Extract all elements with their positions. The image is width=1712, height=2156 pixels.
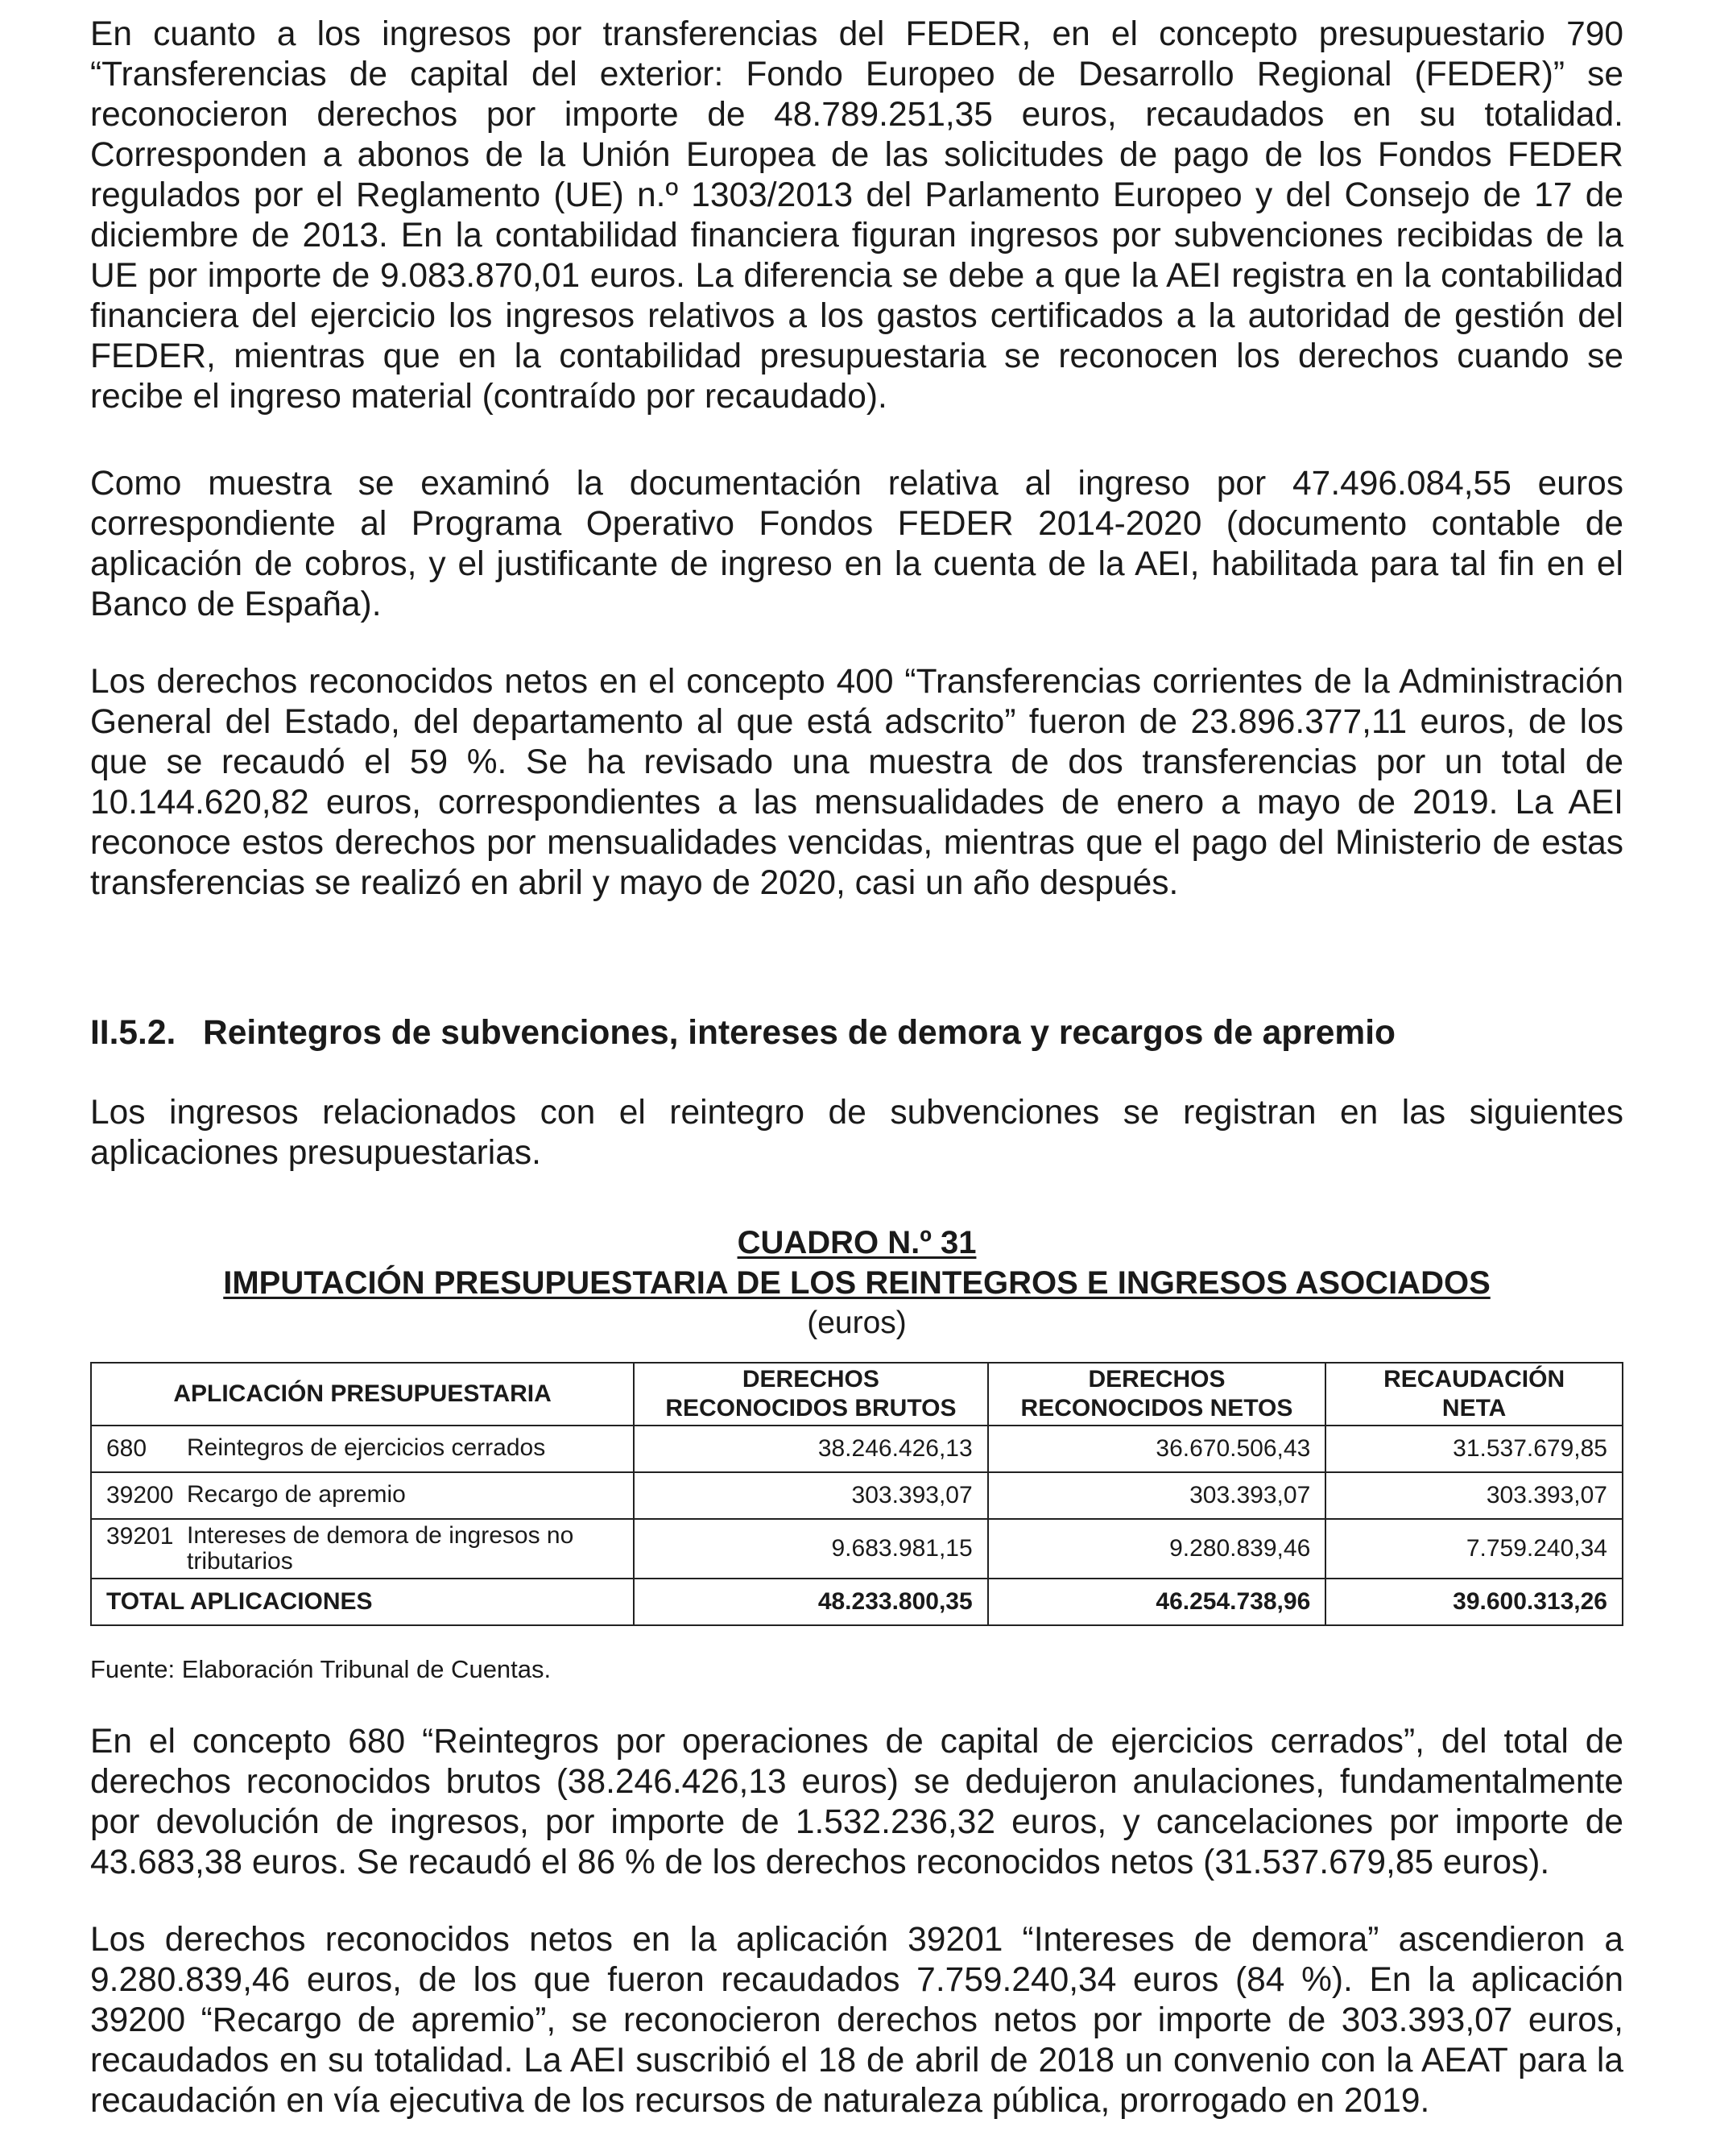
table-source: Fuente: Elaboración Tribunal de Cuentas. — [90, 1655, 552, 1683]
cell-aplicacion: 39201 Intereses de demora de ingresos no tributarios — [91, 1519, 634, 1579]
paragraph-aplicacion-39201: Los derechos reconocidos netos en la aplicación 39201 “Intereses de demora” ascendieron a 9.280.839,46 euros, de los que fueron recaudados 7.759.240,34 euros (84 %). En la aplicación 39200 “Recargo de apremio”, se reconocieron derechos netos por importe de 303.393,07 euros, recaudados en su totalidad. La AEI suscribió el 18 de abril de 2018 un convenio con la AEAT para la recaudación en vía ejecutiva de los recursos de naturaleza pública, prorrogado en 2019. — [90, 1921, 1623, 2120]
header-netos: DERECHOS RECONOCIDOS NETOS — [988, 1363, 1326, 1426]
cell-brutos: 9.683.981,15 — [634, 1519, 988, 1579]
cell-netos: 9.280.839,46 — [988, 1519, 1326, 1579]
cell-total-brutos: 48.233.800,35 — [634, 1579, 988, 1625]
cell-total-recaudacion: 39.600.313,26 — [1325, 1579, 1623, 1625]
paragraph-concepto-680: En el concepto 680 “Reintegros por operaciones de capital de ejercicios cerrados”, del total de derechos reconocidos brutos (38.246.426,13 euros) se dedujeron anulaciones, fundamentalmente por devolución de ingresos, por importe de 1.532.236,32 euros, y cancelaciones por importe de 43.683,38 euros. Se recaudó el 86 % de los derechos reconocidos netos (31.537.679,85 euros). — [90, 1723, 1623, 1881]
cell-brutos: 38.246.426,13 — [634, 1426, 988, 1472]
section-title: Reintegros de subvenciones, intereses de demora y recargos de apremio — [203, 1014, 1396, 1052]
cell-brutos: 303.393,07 — [634, 1472, 988, 1519]
header-recaudacion: RECAUDACIÓN NETA — [1325, 1363, 1623, 1426]
cell-aplicacion: 39200 Recargo de apremio — [91, 1472, 634, 1519]
table-title: IMPUTACIÓN PRESUPUESTARIA DE LOS REINTEGROS E INGRESOS ASOCIADOS — [223, 1265, 1491, 1301]
table-units: (euros) — [807, 1306, 907, 1340]
cell-total-label: TOTAL APLICACIONES — [91, 1579, 634, 1625]
table-header-row — [91, 1363, 1623, 1426]
cell-netos: 36.670.506,43 — [988, 1426, 1326, 1472]
cell-total-netos: 46.254.738,96 — [988, 1579, 1326, 1625]
section-number: II.5.2. — [90, 1014, 176, 1052]
paragraph-concepto-400: Los derechos reconocidos netos en el concepto 400 “Transferencias corrientes de la Administración General del Estado, del departamento al que está adscrito” fueron de 23.896.377,11 euros, de los que se recaudó el 59 %. Se ha revisado una muestra de dos transferencias por un total de 10.144.620,82 euros, correspondientes a las mensualidades de enero a mayo de 2019. La AEI reconoce estos derechos por mensualidades vencidas, mientras que el pago del Ministerio de estas transferencias se realizó en abril y mayo de 2020, casi un año después. — [90, 663, 1623, 902]
cell-aplicacion: 680 Reintegros de ejercicios cerrados — [91, 1426, 634, 1472]
paragraph-feder: En cuanto a los ingresos por transferencias del FEDER, en el concepto presupuestario 790 “Transferencias de capital del exterior: Fondo Europeo de Desarrollo Regional (FEDER)” se reconocieron derechos por importe de 48.789.251,35 euros, recaudados en su totalidad. Corresponden a abonos de la Unión Europea de las solicitudes de pago de los Fondos FEDER regulados por el Reglamento (UE) n.º 1303/2013 del Parlamento Europeo y del Consejo de 17 de diciembre de 2013. En la contabilidad financiera figuran ingresos por subvenciones recibidas de la UE por importe de 9.083.870,01 euros. La diferencia se debe a que la AEI registra en la contabilidad financiera del ejercicio los ingresos relativos a los gastos certificados a la autoridad de gestión del FEDER, mientras que en la contabilidad presupuestaria se reconocen los derechos cuando se recibe el ingreso material (contraído por recaudado). — [90, 15, 1623, 416]
cell-recaudacion: 7.759.240,34 — [1325, 1519, 1623, 1579]
table-caption — [90, 1223, 1623, 1343]
reintegros-table — [90, 1362, 1623, 1626]
table-label: CUADRO N.º 31 — [737, 1225, 977, 1260]
paragraph-intro-table: Los ingresos relacionados con el reintegro de subvenciones se registran en las siguientes aplicaciones presupuestarias. — [90, 1094, 1623, 1172]
table-row — [91, 1426, 1623, 1472]
cell-recaudacion: 31.537.679,85 — [1325, 1426, 1623, 1472]
section-heading — [90, 1013, 1396, 1053]
header-brutos: DERECHOS RECONOCIDOS BRUTOS — [634, 1363, 988, 1426]
cell-netos: 303.393,07 — [988, 1472, 1326, 1519]
table-total-row — [91, 1579, 1623, 1625]
paragraph-muestra: Como muestra se examinó la documentación relativa al ingreso por 47.496.084,55 euros correspondiente al Programa Operativo Fondos FEDER 2014-2020 (documento contable de aplicación de cobros, y el justificante de ingreso en la cuenta de la AEI, habilitada para tal fin en el Banco de España). — [90, 465, 1623, 623]
table-row — [91, 1472, 1623, 1519]
header-aplicacion: APLICACIÓN PRESUPUESTARIA — [91, 1363, 634, 1426]
table-row — [91, 1519, 1623, 1579]
cell-recaudacion: 303.393,07 — [1325, 1472, 1623, 1519]
